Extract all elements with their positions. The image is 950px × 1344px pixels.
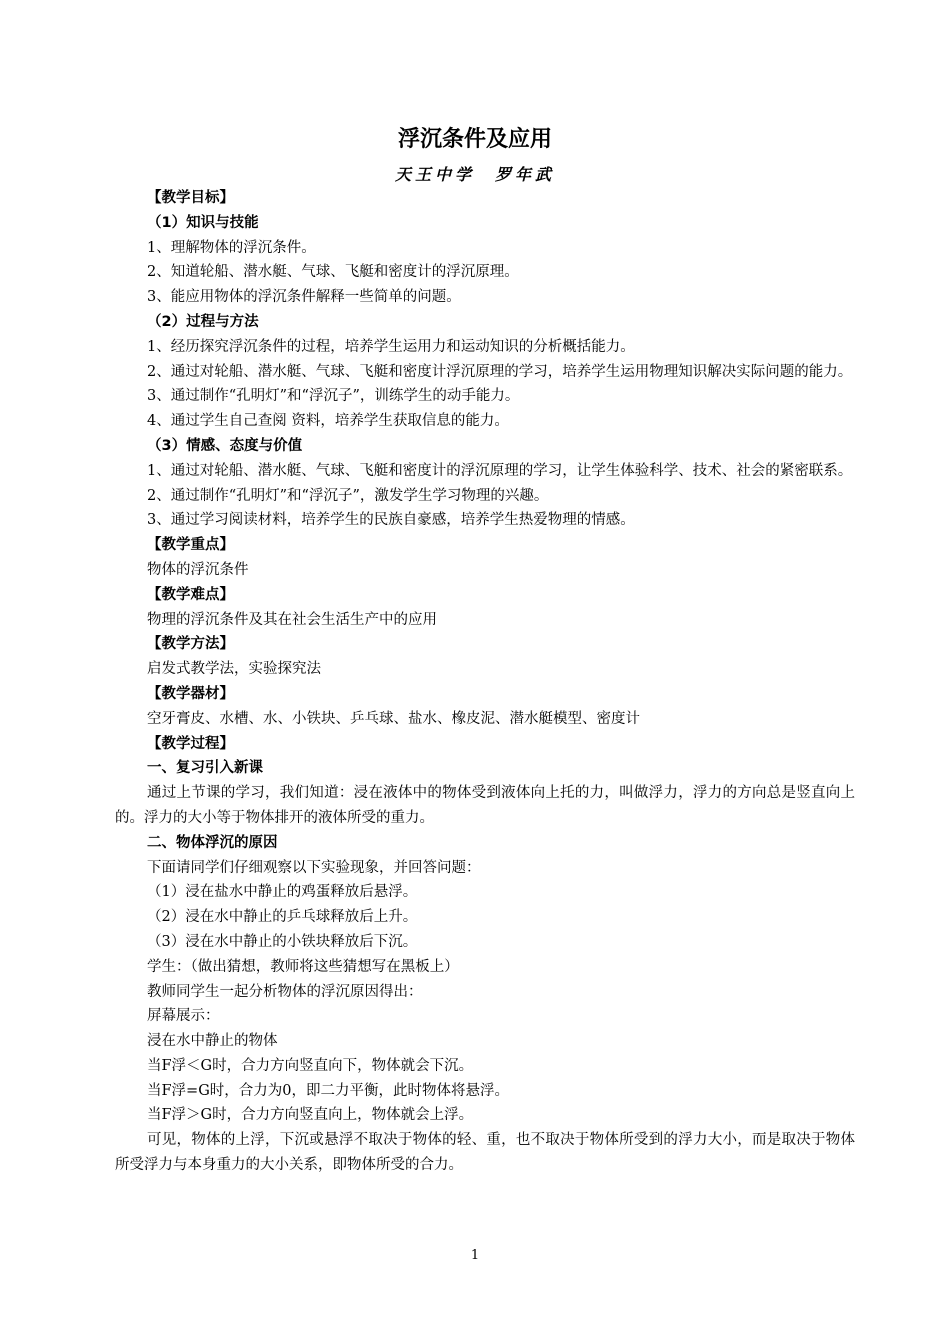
document-body (115, 186, 855, 1178)
objectives-heading: 【教学目标】 (147, 190, 234, 206)
process-item: 2、通过对轮船、潜水艇、气球、飞艇和密度计浮沉原理的学习，培养学生运用物理知识解决实际问题的能力。 (147, 363, 853, 380)
part2-line: （1）浸在盐水中静止的鸡蛋释放后悬浮。 (147, 884, 418, 901)
method-heading: 【教学方法】 (147, 636, 234, 653)
emotion-heading: （3）情感、态度与价值 (147, 437, 303, 454)
materials-text: 空牙膏皮、水槽、水、小铁块、乒乓球、盐水、橡皮泥、潜水艇模型、密度计 (147, 710, 640, 727)
part2-line: （3）浸在水中静止的小铁块释放后下沉。 (147, 933, 418, 950)
part2-line: 当F浮＞G时，合力方向竖直向上，物体就会上浮。 (147, 1107, 474, 1124)
part2-line: （2）浸在水中静止的乒乓球释放后上升。 (147, 909, 418, 926)
key-point-text: 物体的浮沉条件 (147, 561, 249, 578)
emotion-item: 3、通过学习阅读材料，培养学生的民族自豪感，培养学生热爱物理的情感。 (147, 512, 635, 529)
part2-conclusion: 可见，物体的上浮，下沉或悬浮不取决于物体的轻、重，也不取决于物体所受到的浮力大小，而是取决于物体所受浮力与本身重力的大小关系，即物体所受的合力。 (115, 1132, 855, 1174)
part2-line: 教师同学生一起分析物体的浮沉原因得出： (147, 983, 423, 1000)
materials-heading: 【教学器材】 (147, 685, 234, 702)
knowledge-heading: （1）知识与技能 (147, 214, 259, 231)
difficulty-text: 物理的浮沉条件及其在社会生活生产中的应用 (147, 611, 437, 628)
process-item: 4、通过学生自己查阅 资料，培养学生获取信息的能力。 (147, 413, 509, 430)
part2-line: 屏幕展示： (147, 1008, 220, 1025)
knowledge-item: 1、理解物体的浮沉条件。 (147, 239, 316, 256)
part2-line: 学生：（做出猜想，教师将这些猜想写在黑板上） (147, 958, 459, 975)
process-item: 3、通过制作“孔明灯”和“浮沉子”，训练学生的动手能力。 (147, 388, 520, 405)
part2-line: 当F浮=G时，合力为0，即二力平衡，此时物体将悬浮。 (147, 1082, 510, 1099)
process-heading: （2）过程与方法 (147, 313, 259, 330)
part1-heading: 一、复习引入新课 (147, 760, 263, 777)
part1-text: 通过上节课的学习，我们知道：浸在液体中的物体受到液体向上托的力，叫做浮力，浮力的方向总是竖直向上的。浮力的大小等于物体排开的液体所受的重力。 (115, 785, 855, 826)
knowledge-item: 2、知道轮船、潜水艇、气球、飞艇和密度计的浮沉原理。 (147, 264, 519, 281)
difficulty-heading: 【教学难点】 (147, 586, 234, 603)
teaching-process-heading: 【教学过程】 (147, 735, 234, 752)
emotion-item: 2、通过制作“孔明灯”和“浮沉子”，激发学生学习物理的兴趣。 (147, 487, 549, 504)
page-number: 1 (470, 1248, 480, 1263)
part2-line: 当F浮＜G时，合力方向竖直向下，物体就会下沉。 (147, 1057, 474, 1074)
knowledge-item: 3、能应用物体的浮沉条件解释一些简单的问题。 (147, 289, 461, 306)
method-text: 启发式教学法，实验探究法 (147, 661, 321, 678)
emotion-item: 1、通过对轮船、潜水艇、气球、飞艇和密度计的浮沉原理的学习，让学生体验科学、技术、社会的紧密联系。 (147, 462, 853, 479)
process-item: 1、经历探究浮沉条件的过程，培养学生运用力和运动知识的分析概括能力。 (147, 338, 635, 355)
part2-line: 下面请同学们仔细观察以下实验现象，并回答问题： (147, 859, 481, 876)
key-point-heading: 【教学重点】 (147, 537, 234, 554)
document-title: 浮沉条件及应用 (397, 127, 552, 152)
part2-heading: 二、物体浮沉的原因 (147, 834, 278, 851)
part2-line: 浸在水中静止的物体 (147, 1033, 278, 1050)
author-line: 天王中学 罗年武 (394, 165, 555, 184)
